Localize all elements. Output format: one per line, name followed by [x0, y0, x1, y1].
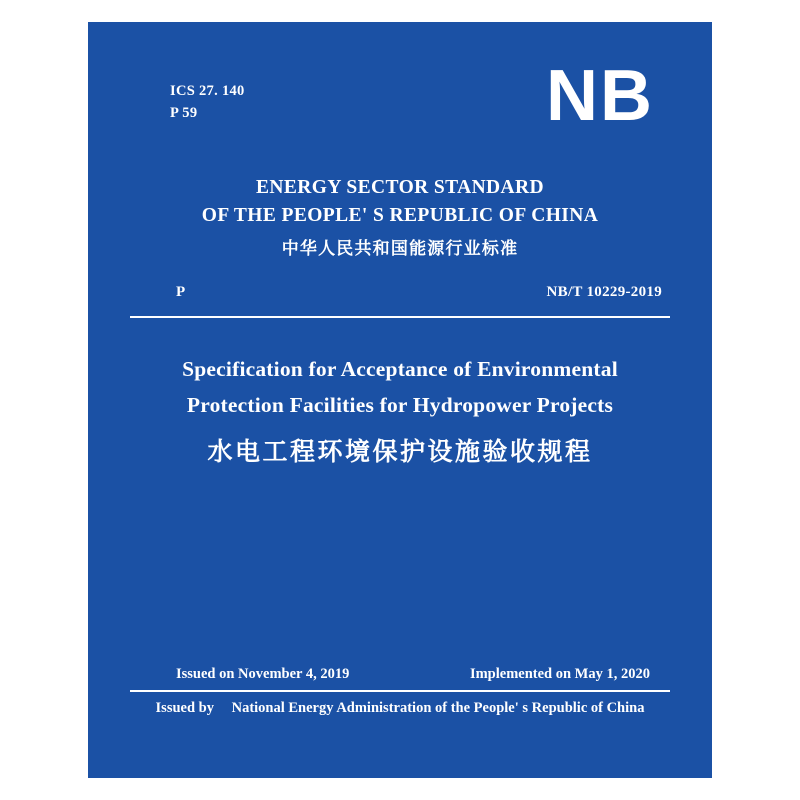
standard-cover: [88, 22, 712, 778]
standard-code-row: [176, 284, 662, 301]
issuer-row: [88, 700, 712, 717]
standard-title: [128, 352, 672, 468]
divider-top: [130, 316, 670, 318]
title-en-line-1: Specification for Acceptance of Environmental: [182, 357, 618, 381]
standard-category-letter: P: [176, 284, 186, 300]
title-en-line-2: Protection Facilities for Hydropower Projects: [186, 392, 614, 417]
ics-block: [170, 80, 245, 125]
title-cn: 水电工程环境保护设施验收规程: [207, 437, 593, 467]
ics-category: P 59: [170, 105, 198, 122]
organization-line-cn: 中华人民共和国能源行业标准: [281, 239, 519, 260]
standard-number: NB/T 10229-2019: [546, 284, 662, 300]
issued-by-label: Issued by: [155, 700, 214, 716]
issued-by-value: National Energy Administration of the People' s Republic of China: [231, 700, 645, 716]
organization-line-en-2: OF THE PEOPLE' S REPUBLIC OF CHINA: [201, 204, 599, 226]
issued-on-date: Issued on November 4, 2019: [176, 666, 350, 682]
divider-bottom: [130, 690, 670, 692]
publication-dates: [176, 666, 650, 683]
issuing-organization: [88, 174, 712, 259]
nb-logo: NB: [546, 56, 654, 136]
ics-classification: ICS 27. 140: [170, 83, 245, 99]
implemented-on-date: Implemented on May 1, 2020: [469, 666, 650, 682]
organization-line-en-1: ENERGY SECTOR STANDARD: [256, 177, 544, 198]
